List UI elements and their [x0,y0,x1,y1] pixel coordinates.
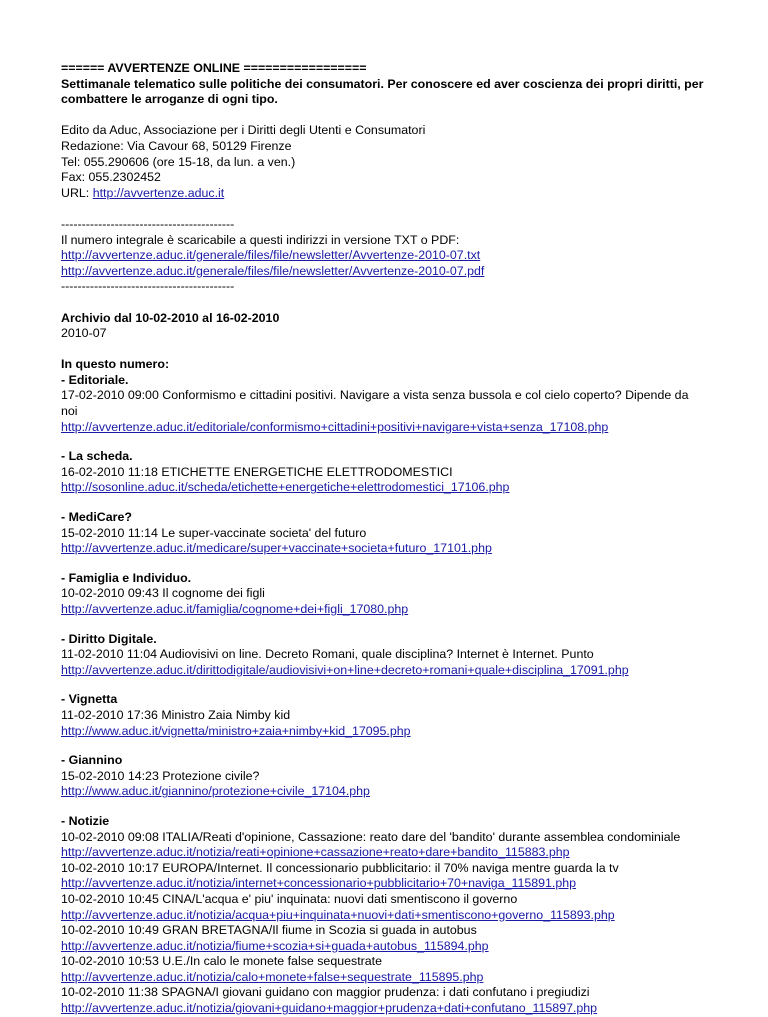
section-block [61,814,708,1017]
entry-text: 10-02-2010 09:43 Il cognome dei figli [61,586,265,601]
download-pdf-link[interactable]: http://avvertenze.aduc.it/generale/files/file/newsletter/Avvertenze-2010-07.pdf [61,263,485,278]
section-block [61,449,708,496]
publisher-url-label: URL: [61,185,93,200]
entry-link[interactable]: http://avvertenze.aduc.it/notizia/internet+concessionario+pubblicitario+70+naviga_115891.php [61,876,577,891]
in-questo-numero-heading: In questo numero: [61,357,170,372]
entry-link[interactable]: http://avvertenze.aduc.it/notizia/acqua+piu+inquinata+nuovi+dati+smentiscono+governo_115893.php [61,907,615,922]
entry-text: 11-02-2010 17:36 Ministro Zaia Nimby kid [61,707,291,722]
archive-issue: 2010-07 [61,326,107,341]
section-block [61,753,708,800]
section-block [61,692,708,739]
publisher-edited-by: Edito da Aduc, Associazione per i Diritti degli Utenti e Consumatori [61,123,426,138]
publisher-address: Redazione: Via Cavour 68, 50129 Firenze [61,138,292,153]
entry-link[interactable]: http://avvertenze.aduc.it/medicare/super+vaccinate+societa+futuro_17101.php [61,541,492,556]
publisher-fax: Fax: 055.2302452 [61,170,161,185]
entry-text: 10-02-2010 10:45 CINA/L'acqua e' piu' inquinata: nuovi dati smentiscono il governo [61,891,518,906]
entry-link[interactable]: http://avvertenze.aduc.it/notizia/fiume+scozia+si+guada+autobus_115894.php [61,938,489,953]
entry-link[interactable]: http://avvertenze.aduc.it/dirittodigitale/audiovisivi+on+line+decreto+romani+quale+disciplina_17091.php [61,662,629,677]
entry-link[interactable]: http://avvertenze.aduc.it/notizia/calo+monete+false+sequestrate_115895.php [61,969,484,984]
entry-link[interactable]: http://avvertenze.aduc.it/editoriale/conformismo+cittadini+positivi+navigare+vista+senza_17108.php [61,419,609,434]
section-heading: - Giannino [61,753,123,768]
section-heading: - Notizie [61,813,110,828]
entry-text: 10-02-2010 10:49 GRAN BRETAGNA/Il fiume in Scozia si guada in autobus [61,923,477,938]
newsletter-title: ====== AVVERTENZE ONLINE ================= [61,61,367,75]
publisher-info [61,123,708,201]
entry-text: 10-02-2010 11:38 SPAGNA/I giovani guidano con maggior prudenza: i dati confutano i pregiudizi [61,985,590,1000]
entry-link[interactable]: http://www.aduc.it/vignetta/ministro+zaia+nimby+kid_17095.php [61,723,411,738]
separator-bottom: ------------------------------------------ [61,279,235,294]
newsletter-subtitle: Settimanale telematico sulle politiche dei consumatori. Per conoscere ed aver coscienza dei propri diritti, per combattere le arroganze di ogni tipo. [61,76,704,107]
publisher-tel: Tel: 055.290606 (ore 15-18, da lun. a ven.) [61,154,296,169]
entry-link[interactable]: http://sosonline.aduc.it/scheda/etichette+energetiche+elettrodomestici_17106.php [61,480,510,495]
section-block [61,571,708,618]
downloads-block [61,217,708,295]
section-heading: - MediCare? [61,510,132,525]
publisher-url-link[interactable]: http://avvertenze.aduc.it [92,185,225,200]
entry-text: 16-02-2010 11:18 ETICHETTE ENERGETICHE ELETTRODOMESTICI [61,464,453,479]
entry-text: 15-02-2010 11:14 Le super-vaccinate societa' del futuro [61,525,367,540]
section-block [61,373,708,435]
entry-link[interactable]: http://avvertenze.aduc.it/notizia/giovani+guidano+maggior+prudenza+dati+confutano_115897.php [61,1001,598,1016]
entry-text: 10-02-2010 09:08 ITALIA/Reati d'opinione, Cassazione: reato dare del 'bandito' durante assemblea condominiale [61,829,681,844]
entry-text: 11-02-2010 11:04 Audiovisivi on line. Decreto Romani, quale disciplina? Internet è Internet. Punto [61,647,594,662]
entry-link[interactable]: http://www.aduc.it/giannino/protezione+civile_17104.php [61,784,370,799]
section-heading: - Editoriale. [61,372,129,387]
section-heading: - Vignetta [61,692,118,707]
entry-link[interactable]: http://avvertenze.aduc.it/famiglia/cognome+dei+figli_17080.php [61,602,409,616]
archive-title: Archivio dal 10-02-2010 al 16-02-2010 [61,310,280,325]
entry-text: 10-02-2010 10:53 U.E./In calo le monete false sequestrate [61,954,382,969]
section-block [61,510,708,557]
entry-text: 17-02-2010 09:00 Conformismo e cittadini positivi. Navigare a vista senza bussola e col cielo coperto? Dipende da noi [61,388,689,419]
publisher-url-line [61,186,708,202]
section-block [61,632,708,679]
downloads-text: Il numero integrale è scaricabile a questi indirizzi in versione TXT o PDF: [61,232,460,247]
separator-top: ------------------------------------------ [61,216,235,231]
download-txt-link[interactable]: http://avvertenze.aduc.it/generale/files/file/newsletter/Avvertenze-2010-07.txt [61,248,481,263]
entry-text: 10-02-2010 10:17 EUROPA/Internet. Il concessionario pubblicitario: il 70% naviga mentre guarda la tv [61,860,619,875]
entry-text: 15-02-2010 14:23 Protezione civile? [61,768,260,783]
section-heading: - La scheda. [61,449,133,464]
sections-list [61,373,708,1017]
entry-link[interactable]: http://avvertenze.aduc.it/notizia/reati+opinione+cassazione+reato+dare+bandito_115883.php [61,845,570,860]
section-heading: - Famiglia e Individuo. [61,570,192,585]
section-heading: - Diritto Digitale. [61,631,157,646]
